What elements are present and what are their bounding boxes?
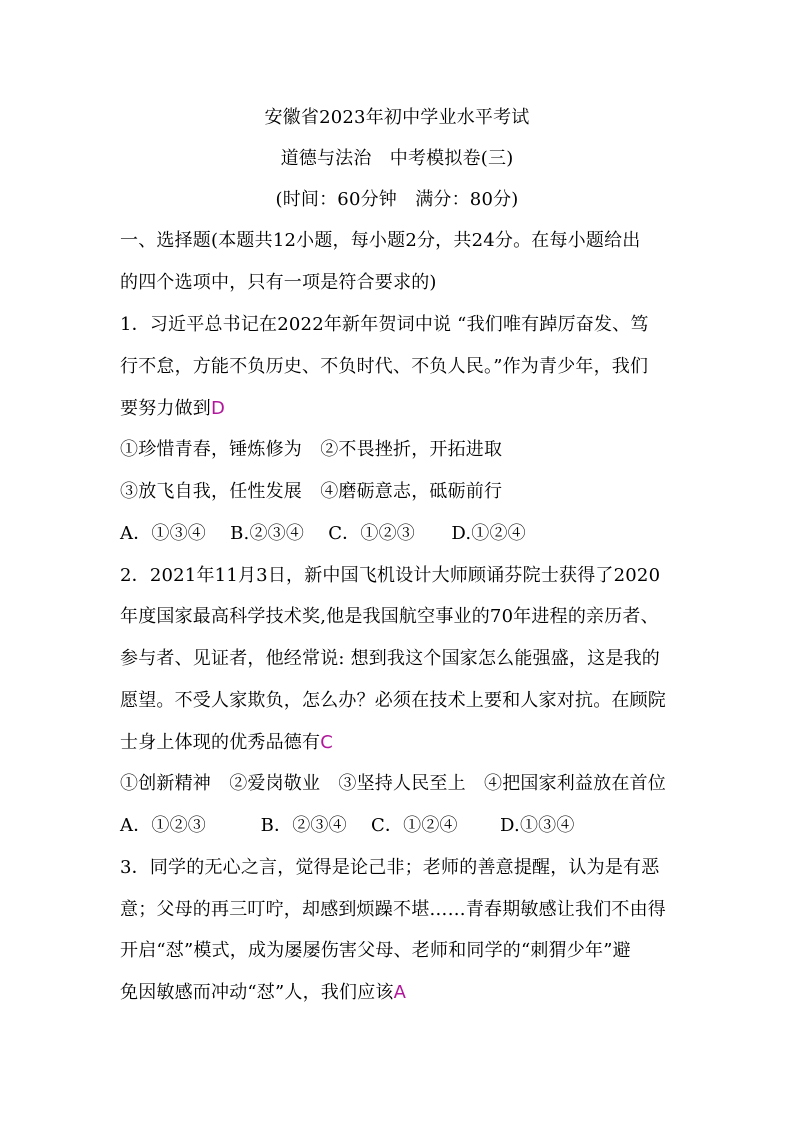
q1-choices: A．①③④ B.②③④ C．①②③ D.①②④ [120, 523, 526, 544]
q1-option-line-2: ③放飞自我，任性发展 ④磨砺意志，砥砺前行 [120, 481, 503, 502]
q1-option-line-1: ①珍惜青春，锤炼修为 ②不畏挫折，开拓进取 [120, 439, 503, 460]
section-heading-line-2: 的四个选项中，只有一项是符合要求的) [120, 272, 437, 293]
q1-line-3 [120, 397, 225, 421]
q2-line-1: 2．2021年11月3日，新中国飞机设计大师顾诵芬院士获得了2020 [120, 565, 661, 586]
exam-subtitle: 道德与法治 中考模拟卷(三) [280, 148, 514, 169]
q3-line-1: 3．同学的无心之言，觉得是论己非；老师的善意提醒，认为是有恶 [120, 857, 660, 878]
q2-line-5 [120, 731, 333, 755]
q2-answer: C [320, 732, 333, 753]
q3-line-4 [120, 981, 406, 1005]
q2-line-2: 年度国家最高科学技术奖,他是我国航空事业的70年进程的亲历者、 [120, 606, 659, 627]
q1-line-2: 行不怠，方能不负历史、不负时代、不负人民。”作为青少年，我们 [120, 356, 649, 377]
q2-stem-end: 士身上体现的优秀品德有 [120, 732, 321, 753]
q2-option-line-1: ①创新精神 ②爱岗敬业 ③坚持人民至上 ④把国家利益放在首位 [120, 773, 666, 794]
q3-line-3: 开启“怼”模式，成为屡屡伤害父母、老师和同学的“刺猬少年”避 [120, 940, 631, 961]
q1-line-1: 1．习近平总书记在2022年新年贺词中说 “我们唯有踔厉奋发、笃 [120, 314, 649, 335]
q1-stem-end: 要努力做到 [120, 398, 211, 419]
q2-line-4: 愿望。不受人家欺负，怎么办？必须在技术上要和人家对抗。在顾院 [120, 690, 666, 711]
q2-line-3: 参与者、见证者，他经常说: 想到我这个国家怎么能强盛，这是我的 [120, 648, 660, 669]
section-heading-line-1: 一、选择题(本题共12小题，每小题2分，共24分。在每小题给出 [120, 230, 641, 251]
q3-answer: A [393, 982, 407, 1003]
exam-time-info: (时间：60分钟 满分：80分) [275, 189, 519, 210]
q2-choices: A．①②③ B．②③④ C．①②④ D.①③④ [120, 815, 575, 836]
q1-answer: D [211, 398, 226, 419]
exam-title: 安徽省2023年初中学业水平考试 [264, 107, 530, 128]
q3-stem-end: 免因敏感而冲动“怼”人，我们应该 [120, 982, 394, 1003]
q3-line-2: 意；父母的再三叮咛，却感到烦躁不堪……青春期敏感让我们不由得 [120, 899, 666, 920]
